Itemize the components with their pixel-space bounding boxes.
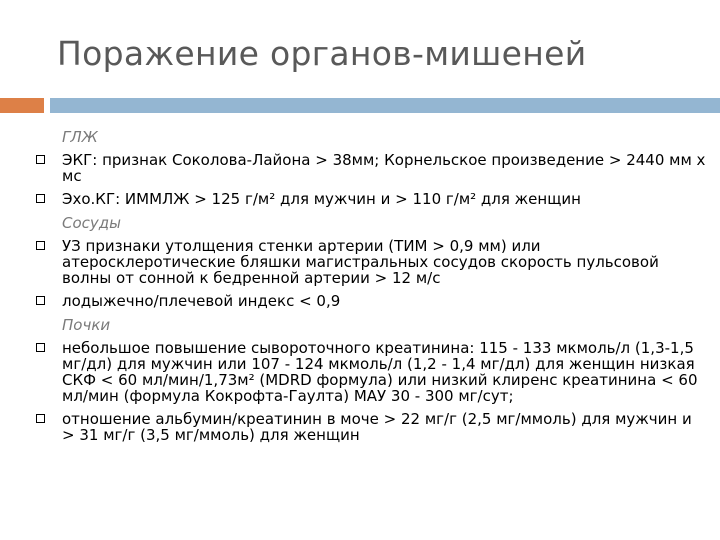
square-bullet-icon [36, 194, 45, 203]
section-heading-lvh: ГЛЖ [62, 128, 98, 146]
list-item [36, 293, 706, 309]
list-item [36, 411, 706, 443]
square-bullet-icon [36, 241, 45, 250]
list-item-text: отношение альбумин/креатинин в моче > 22 мг/г (2,5 мг/ммоль) для мужчин и > 31 мг/г (3,5 мг/ммоль) для женщин [62, 410, 692, 444]
list-item-text: Эхо.КГ: ИММЛЖ > 125 г/м² для мужчин и > 110 г/м² для женщин [62, 190, 581, 208]
square-bullet-icon [36, 414, 45, 423]
section-heading-vessels: Сосуды [62, 214, 121, 232]
list-item [36, 238, 706, 286]
list-item [36, 191, 706, 207]
accent-bar-blue [50, 98, 720, 113]
accent-bar-orange [0, 98, 44, 113]
list-item-text: УЗ признаки утолщения стенки артерии (ТИМ > 0,9 мм) или атеросклеротические бляшки магистральных сосудов скорость пульсовой волны от сонной к бедренной артерии > 12 м/с [62, 237, 659, 287]
list-item-text: лодыжечно/плечевой индекс < 0,9 [62, 292, 341, 310]
list-item [36, 152, 706, 184]
list-item-text: небольшое повышение сывороточного креатинина: 115 - 133 мкмоль/л (1,3-1,5 мг/дл) для мужчин или 107 - 124 мкмоль/л (1,2 - 1,4 мг/дл) для женщин низкая СКФ < 60 мл/мин/1,73м² (MDRD формула) или низкий клиренс креатинина < 60 мл/мин (формула Кокрофта-Гаулта) МАУ 30 - 300 мг/сут; [62, 339, 698, 405]
square-bullet-icon [36, 343, 45, 352]
slide-content [36, 128, 706, 450]
section-heading-kidneys: Почки [62, 316, 111, 334]
slide-title: Поражение органов-мишеней [57, 34, 587, 73]
square-bullet-icon [36, 296, 45, 305]
list-item [36, 340, 706, 404]
square-bullet-icon [36, 155, 45, 164]
list-item-text: ЭКГ: признак Соколова-Лайона > 38мм; Корнельское произведение > 2440 мм х мс [62, 151, 706, 185]
